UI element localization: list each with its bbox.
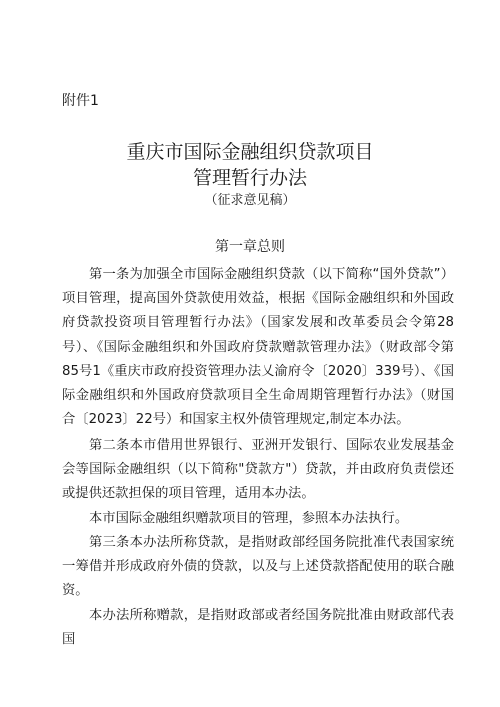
article-1-paragraph [62,263,454,432]
grant-definition-paragraph [62,604,454,652]
paragraph-text: 本市国际金融组织赠款项目的管理，参照本办法执行。 [89,511,409,526]
chapter-heading: 第一章总则 [215,239,285,255]
grant-reference-paragraph [62,507,454,531]
document-title-line1: 重庆市国际金融组织贷款项目 [126,141,374,163]
paragraph-text: 第二条本市借用世界银行、亚洲开发银行、国际农业发展基金会等国际金融组织（以下简称"贷款方"）贷款，并由政府负责偿还或提供还款担保的项目管理，适用本办法。 [62,438,454,502]
paragraph-text: 本办法所称赠款，是指财政部或者经国务院批准由财政部代表国 [62,608,454,648]
article-2-paragraph [62,434,454,507]
paragraph-text: 第一条为加强全市国际金融组织贷款（以下简称“国外贷款”）项目管理，提高国外贷款使用效益，根据《国际金融组织和外国政府贷款投资项目管理暂行办法》（国家发展和改革委员会令第28号）、《国际金融组织和外国政府贷款赠款管理办法》（财政部令第85号1《重庆市政府投资管理办法乂渝府令〔2020〕339号）、《国际金融组织和外国政府贷款项目全生命周期管理暂行办法》（财国合〔2023〕22号）和国家主权外债管理规定,制定本办法。 [62,267,454,428]
paragraph-text: 第三条本办法所称贷款，是指财政部经国务院批准代表国家统一筹借并形成政府外债的贷款，以及与上述贷款搭配使用的联合融资。 [62,535,454,599]
document-title-line2: 管理暂行办法 [192,167,307,189]
article-3-paragraph [62,531,454,604]
document-subtitle: （征求意见稿） [204,193,296,208]
attachment-label: 附件1 [62,93,99,109]
